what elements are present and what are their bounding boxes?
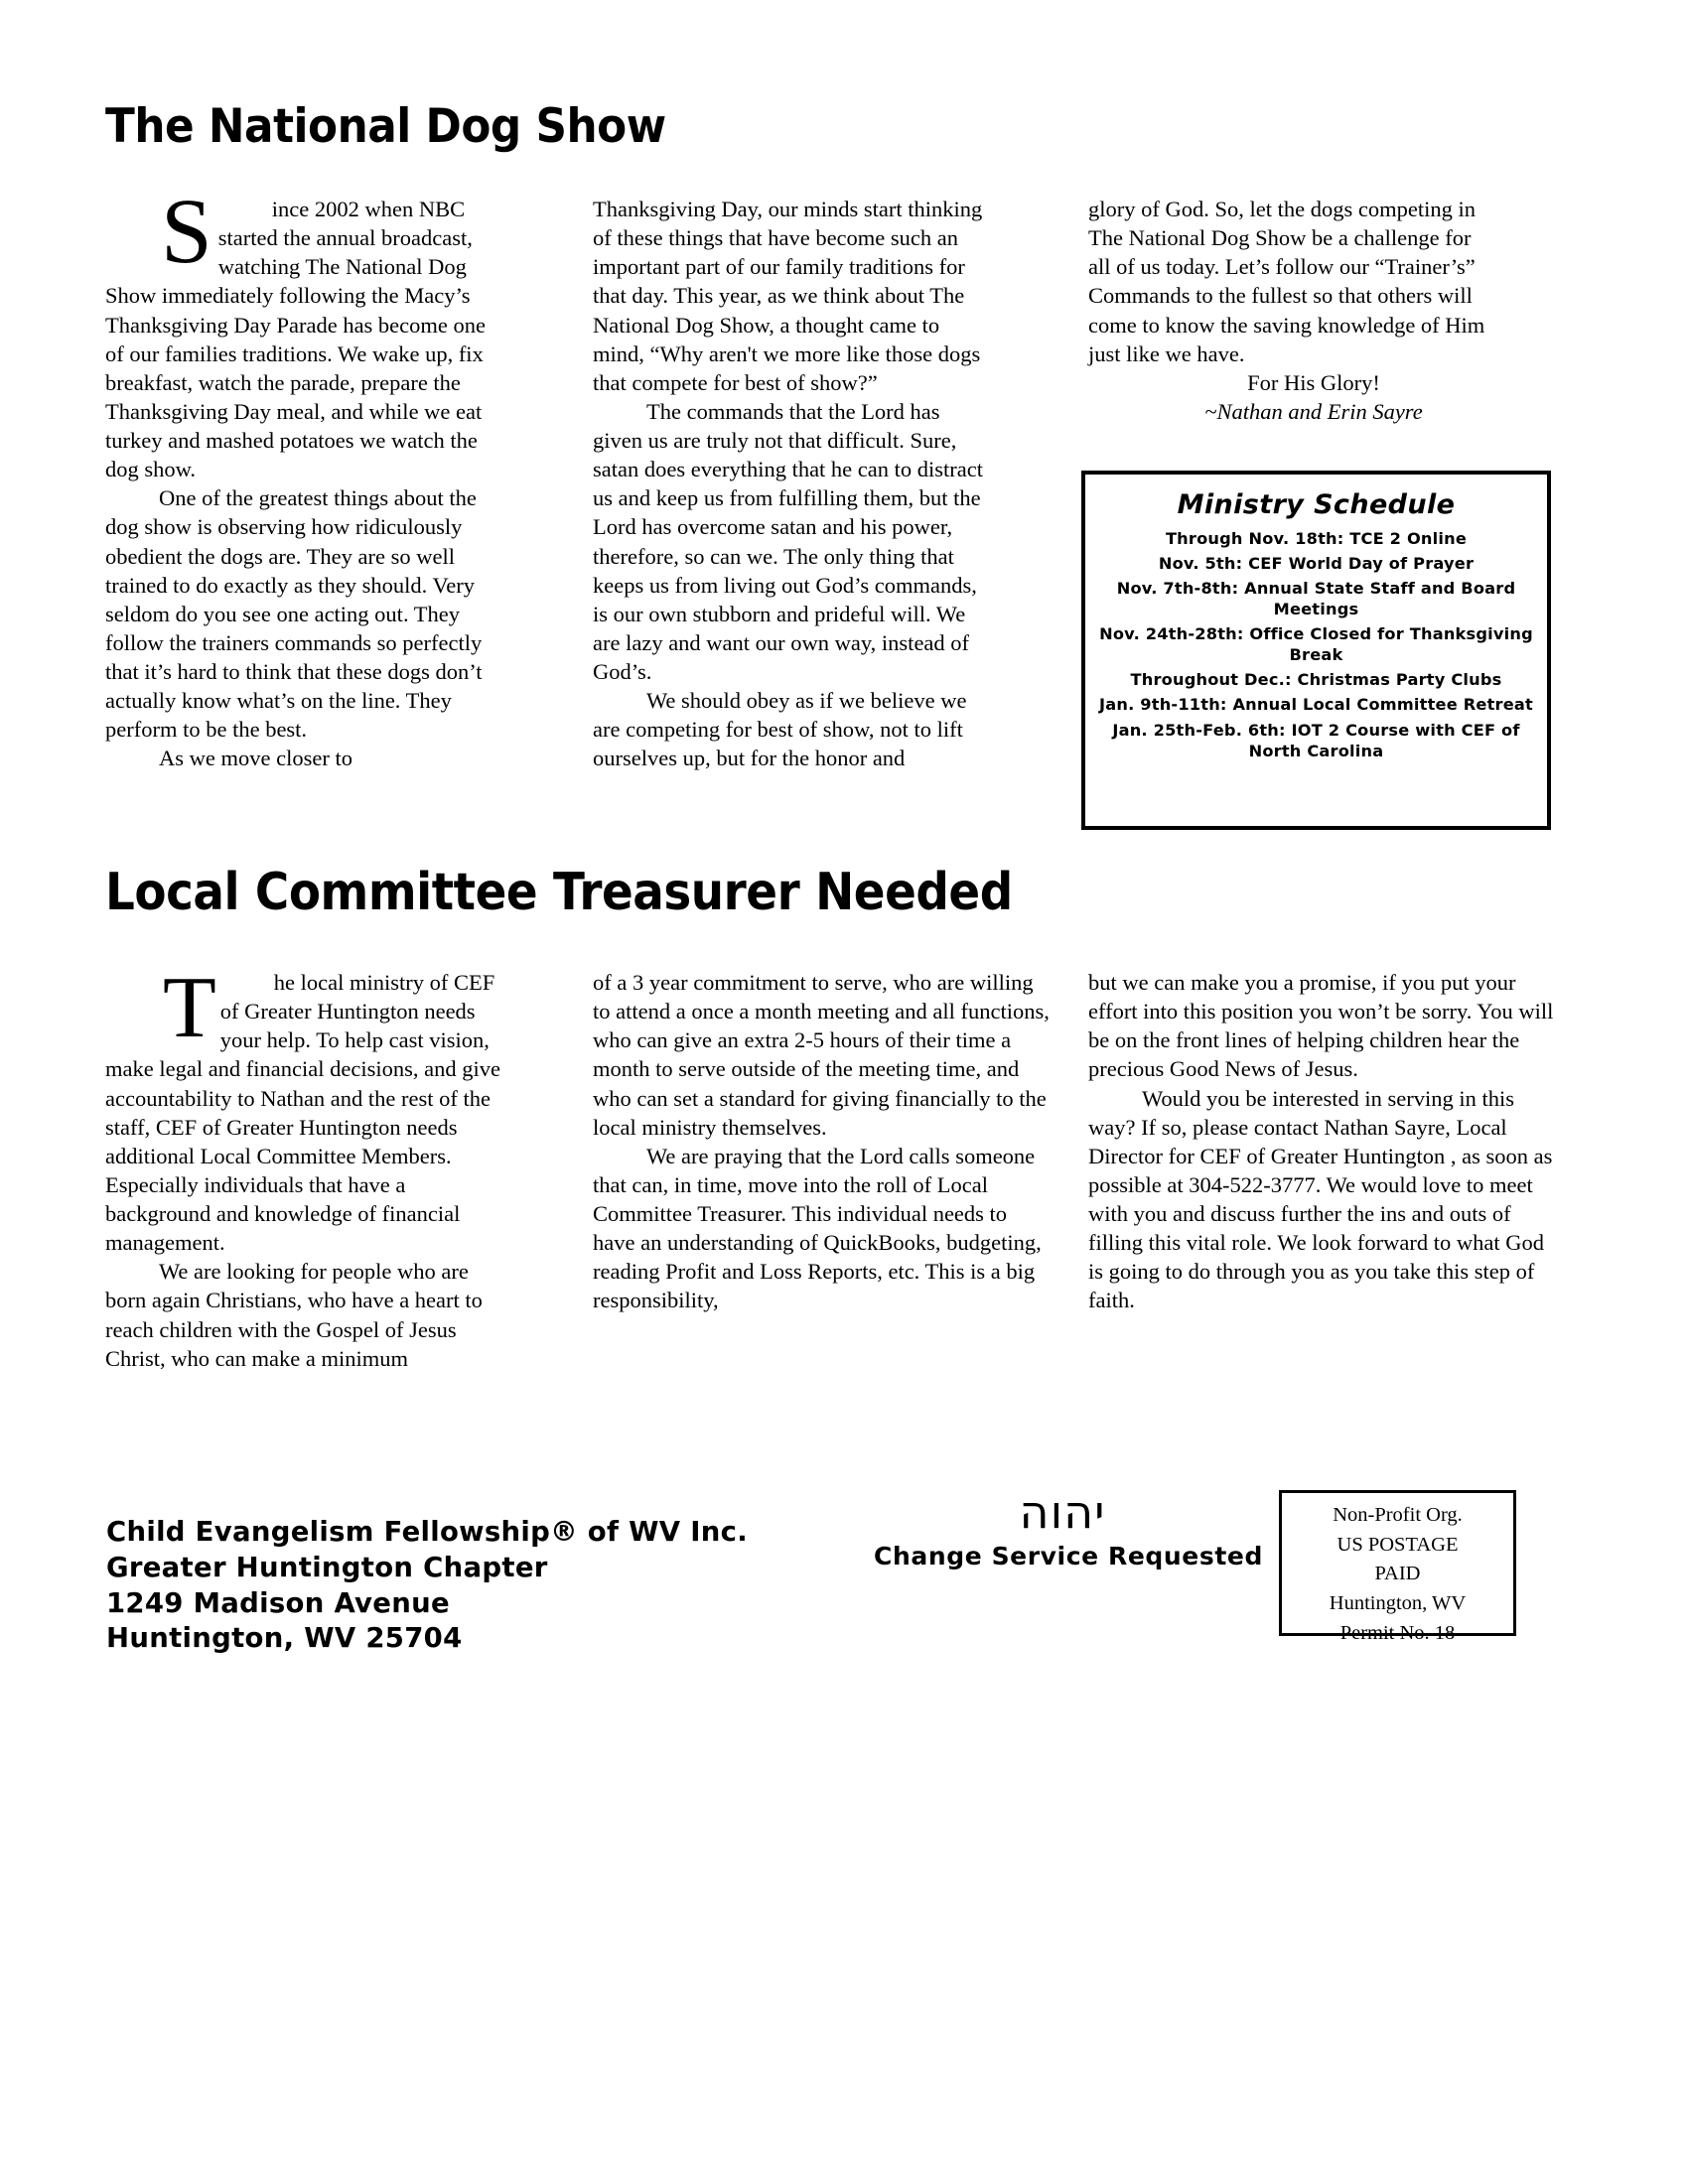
schedule-item: Nov. 7th-8th: Annual State Staff and Board Meetings xyxy=(1116,579,1516,619)
paragraph-text: ince 2002 when NBC started the annual broadcast, watching The National Dog Show immediately following the Macy’s Thanksgiving Day Parade has become one of our families traditions. We wake up, fix breakfast, watch the parade, prepare the Thanksgiving Day meal, and while we eat turkey and mashed potatoes we watch the dog show. xyxy=(105,197,487,482)
paragraph: The commands that the Lord has given us are truly not that difficult. Sure, satan does everything that he can to distract us and keep us from fulfilling them, but the Lord has overcome satan and his power, therefore, so can we. The only thing that keeps us from living out God’s commands, is our own stubborn and prideful will. We are lazy and want our own way, instead of God’s. xyxy=(593,398,983,684)
permit-line: Permit No. 18 xyxy=(1339,1621,1456,1644)
article-1-headline: The National Dog Show xyxy=(105,99,666,154)
schedule-item: Nov. 5th: CEF World Day of Prayer xyxy=(1158,554,1475,574)
ministry-schedule-list xyxy=(1085,528,1547,761)
paragraph: glory of God. So, let the dogs competing in The National Dog Show be a challenge for all of us today. Let’s follow our “Trainer’s” Commands to the fullest so that others will come to know the saving knowledge of Him just like we have. xyxy=(1088,197,1485,366)
signature: ~Nathan and Erin Sayre xyxy=(1204,398,1423,424)
permit-line: Non-Profit Org. xyxy=(1333,1504,1463,1526)
paragraph: One of the greatest things about the dog show is observing how ridiculously obedient the dogs are. They are so well trained to do exactly as they should. Very seldom do you see one acting out. They follow the trainers commands so perfectly that it’s hard to think that these dogs don’t actually know what’s on the line. They perform to be the best. xyxy=(105,485,483,743)
return-address-line: Greater Huntington Chapter xyxy=(106,1551,548,1583)
paragraph: of a 3 year commitment to serve, who are willing to attend a once a month meeting and all functions, who can give an extra 2-5 hours of their time a month to serve outside of the meeting time, and who can set a standard for giving financially to the local ministry themselves. xyxy=(593,970,1050,1140)
article-2-column-1 xyxy=(105,960,500,1373)
paragraph xyxy=(105,181,499,483)
footer xyxy=(0,1485,1688,1807)
return-address-line: 1249 Madison Avenue xyxy=(106,1586,450,1619)
drop-cap-letter: T xyxy=(163,960,216,1056)
paragraph: We are praying that the Lord calls someone that can, in time, move into the roll of Local Committee Treasurer. This individual needs to have an understanding of QuickBooks, budgeting, reading Profit and Loss Reports, etc. This is a big responsibility, xyxy=(593,1143,1042,1313)
paragraph-text: he local ministry of CEF of Greater Huntington needs your help. To help cast vision, make legal and financial decisions, and give accountability to Nathan and the rest of the staff, CEF of Greater Huntington needs additional Local Committee Members. Especially individuals that have a background and knowledge of financial management. xyxy=(105,970,500,1256)
article-2 xyxy=(0,960,1688,1395)
schedule-item: Jan. 9th-11th: Annual Local Committee Retreat xyxy=(1099,695,1533,715)
paragraph: Would you be interested in serving in this way? If so, please contact Nathan Sayre, Local Director for CEF of Greater Huntington , as soon as possible at 304-522-3777. We would love to meet with you and discuss further the ins and outs of filling this vital role. We look forward to what God is going to do through you as you take this step of faith. xyxy=(1088,1085,1553,1313)
article-2-column-2 xyxy=(593,968,1055,1315)
drop-cap-letter: S xyxy=(161,181,212,283)
paragraph: but we can make you a promise, if you put your effort into this position you won’t be sorry. You will be on the front lines of helping children hear the precious Good News of Jesus. xyxy=(1088,970,1554,1082)
paragraph: Thanksgiving Day, our minds start thinking of these things that have become such an important part of our family traditions for that day. This year, as we think about The National Dog Show, a thought came to mind, “Why aren't we more like those dogs that compete for best of show?” xyxy=(593,197,983,395)
paragraph xyxy=(105,960,500,1257)
return-address-line: Huntington, WV 25704 xyxy=(106,1622,463,1655)
permit-line: PAID xyxy=(1374,1563,1421,1585)
mailing-center-block xyxy=(874,1485,1263,1570)
schedule-item: Through Nov. 18th: TCE 2 Online xyxy=(1165,529,1468,548)
tetragrammaton-hebrew-text: יהוה xyxy=(1019,1485,1106,1539)
paragraph: We are looking for people who are born again Christians, who have a heart to reach children with the Gospel of Jesus Christ, who can make a minimum xyxy=(105,1259,483,1371)
schedule-item: Jan. 25th-Feb. 6th: IOT 2 Course with CEF of North Carolina xyxy=(1112,720,1520,760)
return-address-line: Child Evangelism Fellowship® of WV Inc. xyxy=(106,1516,748,1548)
paragraph: We should obey as if we believe we are competing for best of show, not to lift ourselves up, but for the honor and xyxy=(593,688,967,771)
article-1-column-3 xyxy=(1088,195,1485,426)
ministry-schedule-box xyxy=(1081,471,1551,830)
return-address-block xyxy=(106,1515,748,1657)
article-1-column-2 xyxy=(593,195,987,773)
schedule-item: Nov. 24th-28th: Office Closed for Thanksgiving Break xyxy=(1099,624,1533,665)
permit-line: Huntington, WV xyxy=(1329,1592,1467,1615)
article-2-headline: Local Committee Treasurer Needed xyxy=(105,863,1013,922)
article-2-column-3 xyxy=(1088,968,1555,1315)
permit-line: US POSTAGE xyxy=(1336,1533,1459,1556)
change-service-requested-notice: Change Service Requested xyxy=(874,1542,1263,1570)
paragraph: As we move closer to xyxy=(159,746,352,771)
closing-line: For His Glory! xyxy=(1247,369,1380,395)
postage-permit-box xyxy=(1279,1490,1516,1644)
article-1-column-1 xyxy=(105,181,499,773)
ministry-schedule-title: Ministry Schedule xyxy=(1177,489,1456,520)
schedule-item: Throughout Dec.: Christmas Party Clubs xyxy=(1130,670,1502,690)
